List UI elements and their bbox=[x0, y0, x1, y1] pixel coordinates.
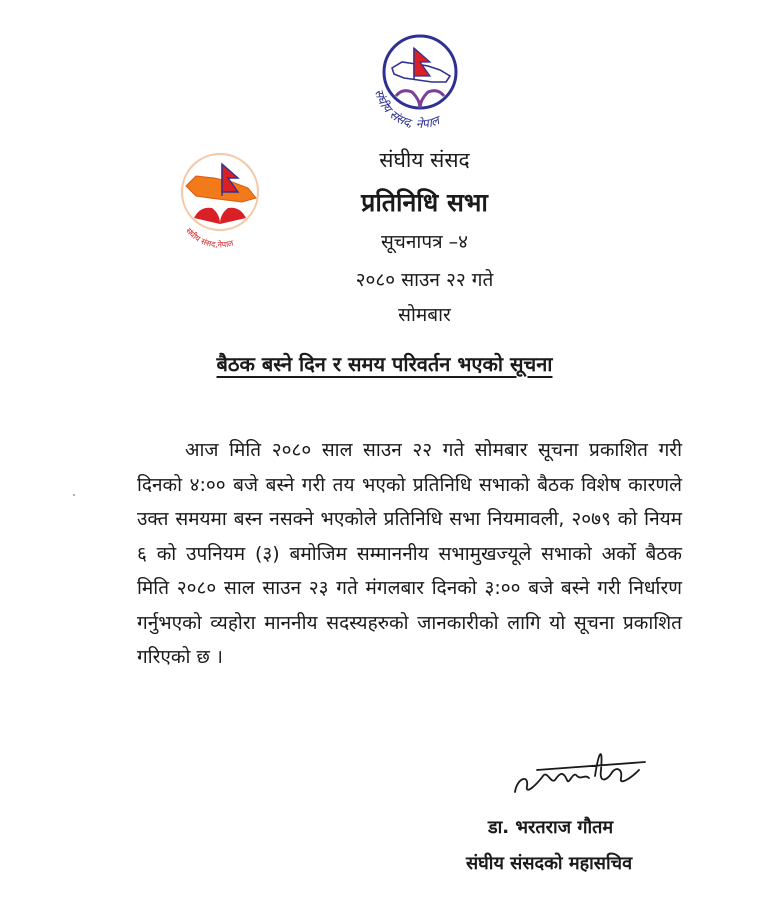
svg-text:संघीय संसद, नेपाल bbox=[372, 88, 444, 132]
header-parliament: संघीय संसद bbox=[379, 148, 470, 172]
header-house: प्रतिनिधि सभा bbox=[361, 188, 488, 217]
signature-scribble bbox=[507, 740, 657, 810]
notice-weekday: सोमबार bbox=[398, 304, 451, 326]
notice-date: २०८० साउन २२ गते bbox=[355, 269, 494, 291]
signer-name: डा. भरतराज गौतम bbox=[488, 817, 614, 838]
top-logo-text: संघीय संसद, नेपाल bbox=[371, 87, 442, 132]
scan-speck bbox=[73, 494, 75, 496]
signer-title: संघीय संसदको महासचिव bbox=[466, 853, 633, 874]
left-logo-text: संघीय संसद,नेपाल bbox=[183, 226, 235, 250]
notice-body: आज मिति २०८० साल साउन २२ गते सोमबार सूचना प्रकाशित गरी दिनको ४:०० बजे बस्ने गरी तय भएको प्रतिनिधि सभाको बैठक विशेष कारणले उक्त समयमा बस्न नसक्ने भएकोले प्रतिनिधि सभा नियमावली, २०७९ को नियम ६ को उपनियम (३) बमोजिम सम्माननीय सभामुखज्यूले सभाको अर्को बैठक मिति २०८० साल साउन २३ गते मंगलबार दिनको ३:०० बजे बस्ने गरी निर्धारण गर्नुभएको व्यहोरा माननीय सदस्यहरुको जानकारीको लागि यो सूचना प्रकाशित गरिएको छ । bbox=[137, 439, 682, 668]
parliament-logo-top bbox=[366, 30, 474, 142]
notice-subject: बैठक बस्ने दिन र समय परिवर्तन भएको सूचना bbox=[216, 352, 553, 376]
notice-number: सूचनापत्र –४ bbox=[380, 231, 469, 253]
